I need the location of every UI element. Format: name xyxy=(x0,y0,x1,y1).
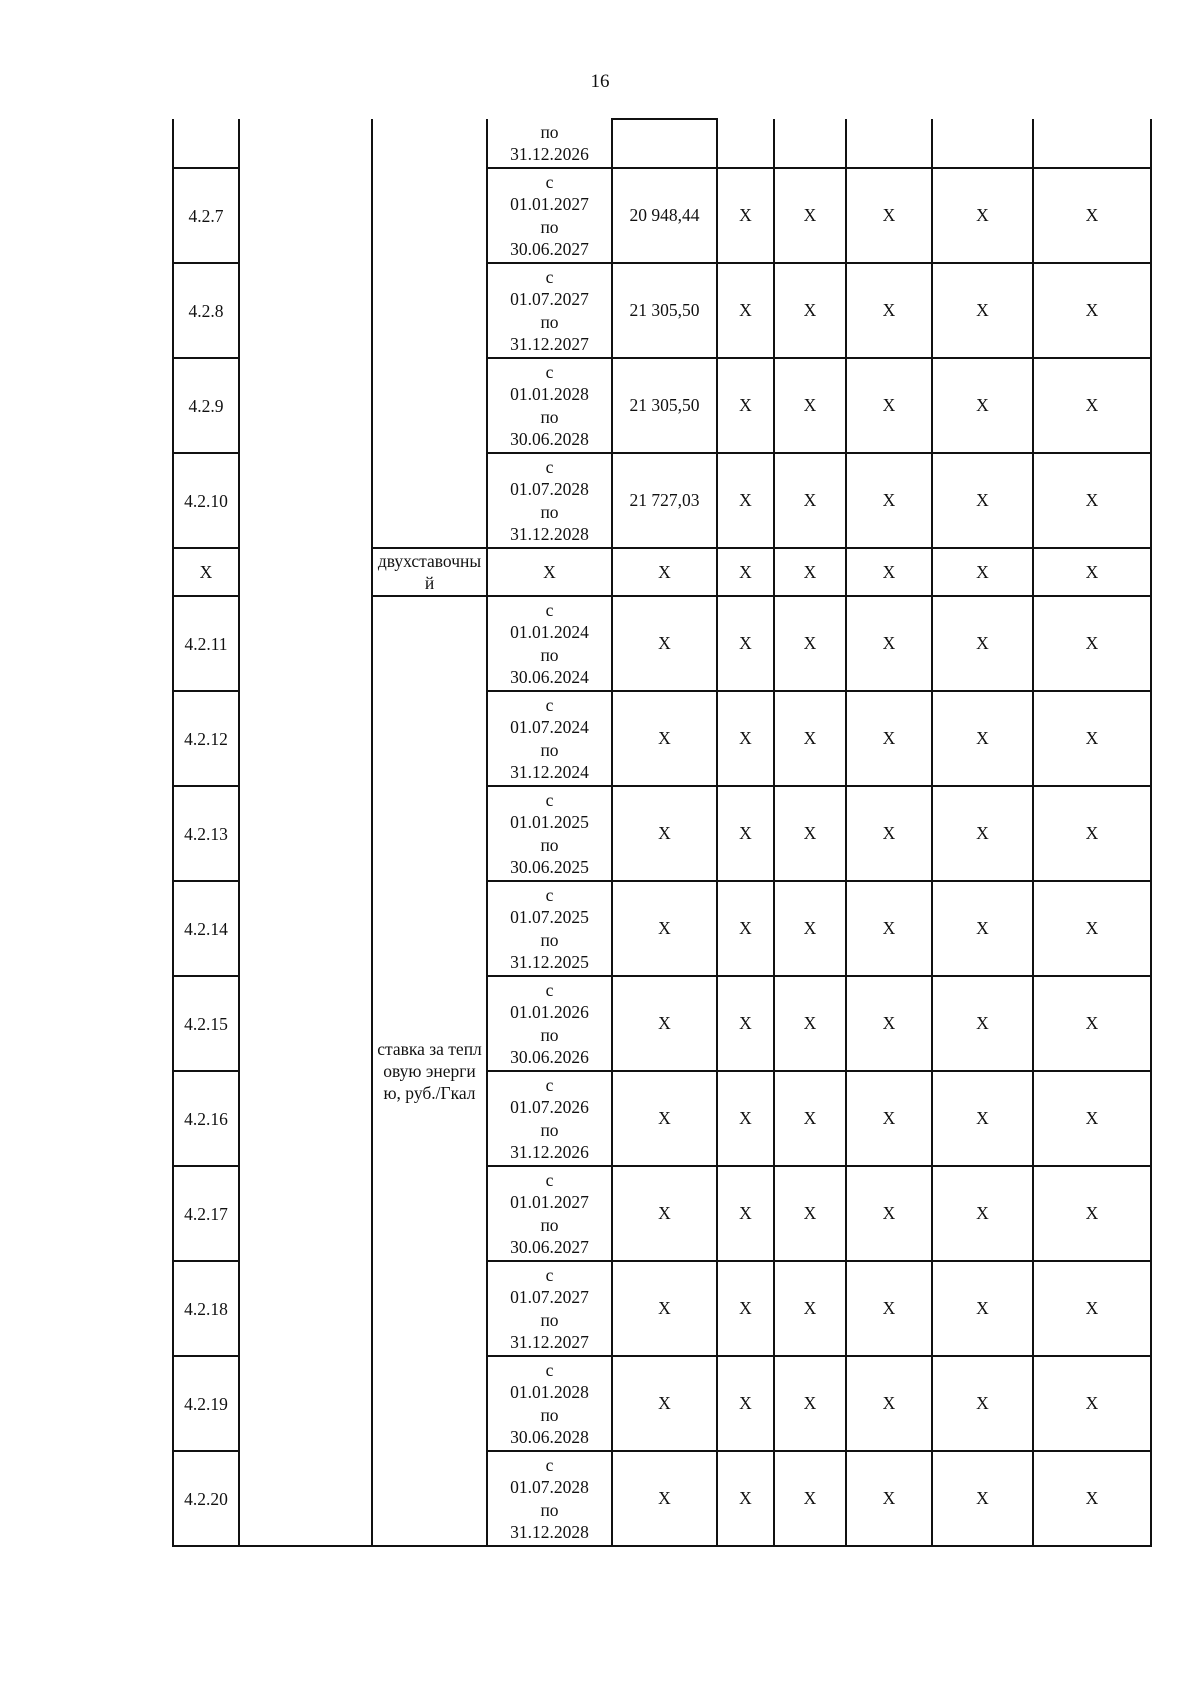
cell-period: Х xyxy=(487,548,612,596)
cell-x: Х xyxy=(846,548,932,596)
cell-x: Х xyxy=(932,358,1033,453)
cell-x: Х xyxy=(932,1356,1033,1451)
cell-period: с 01.01.2027 по 30.06.2027 xyxy=(487,1166,612,1261)
cell-period: с 01.01.2028 по 30.06.2028 xyxy=(487,358,612,453)
cell-x: Х xyxy=(1033,881,1151,976)
cell-x: Х xyxy=(717,263,774,358)
cell-x: Х xyxy=(1033,548,1151,596)
cell-x: Х xyxy=(846,596,932,691)
cell-x: Х xyxy=(774,358,846,453)
cell-value xyxy=(612,119,717,168)
cell-x: Х xyxy=(932,168,1033,263)
cell-num: 4.2.7 xyxy=(173,168,239,263)
cell-period: с 01.07.2026 по 31.12.2026 xyxy=(487,1071,612,1166)
cell-x xyxy=(932,119,1033,168)
cell-x: Х xyxy=(774,263,846,358)
cell-x: Х xyxy=(932,786,1033,881)
cell-x: Х xyxy=(1033,976,1151,1071)
cell-x: Х xyxy=(717,596,774,691)
cell-period: по 31.12.2026 xyxy=(487,119,612,168)
cell-x: Х xyxy=(717,881,774,976)
cell-x: Х xyxy=(1033,1071,1151,1166)
cell-x: Х xyxy=(774,1261,846,1356)
cell-num: 4.2.8 xyxy=(173,263,239,358)
cell-x: Х xyxy=(774,691,846,786)
cell-x xyxy=(717,119,774,168)
cell-period: с 01.07.2028 по 31.12.2028 xyxy=(487,1451,612,1546)
cell-x: Х xyxy=(932,263,1033,358)
cell-x: Х xyxy=(846,691,932,786)
cell-x xyxy=(1033,119,1151,168)
cell-tariff-kind xyxy=(372,119,487,548)
cell-period: с 01.07.2025 по 31.12.2025 xyxy=(487,881,612,976)
cell-x: Х xyxy=(774,1451,846,1546)
cell-x: Х xyxy=(1033,596,1151,691)
cell-period: с 01.07.2027 по 31.12.2027 xyxy=(487,263,612,358)
cell-x: Х xyxy=(846,358,932,453)
cell-x: Х xyxy=(932,596,1033,691)
cell-tariff-kind-two-part: двухставочный xyxy=(372,548,487,596)
cell-x: Х xyxy=(774,168,846,263)
cell-value: Х xyxy=(612,1451,717,1546)
cell-x: Х xyxy=(1033,263,1151,358)
cell-value: Х xyxy=(612,691,717,786)
cell-value: Х xyxy=(612,1071,717,1166)
cell-x xyxy=(846,119,932,168)
cell-value: Х xyxy=(612,1166,717,1261)
cell-x: Х xyxy=(846,1166,932,1261)
cell-x: Х xyxy=(932,1261,1033,1356)
cell-value: 20 948,44 xyxy=(612,168,717,263)
cell-num: 4.2.18 xyxy=(173,1261,239,1356)
cell-period: с 01.01.2025 по 30.06.2025 xyxy=(487,786,612,881)
cell-num: 4.2.12 xyxy=(173,691,239,786)
cell-x: Х xyxy=(1033,358,1151,453)
cell-x: Х xyxy=(717,1451,774,1546)
cell-value: 21 305,50 xyxy=(612,263,717,358)
cell-x: Х xyxy=(846,1356,932,1451)
cell-x: Х xyxy=(774,1166,846,1261)
cell-x: Х xyxy=(774,976,846,1071)
cell-x: Х xyxy=(717,1261,774,1356)
cell-value: Х xyxy=(612,786,717,881)
cell-x: Х xyxy=(717,358,774,453)
table-row-continued xyxy=(173,119,1151,168)
cell-x: Х xyxy=(774,881,846,976)
tariff-table xyxy=(172,118,1152,1547)
page-number: 16 xyxy=(590,71,610,92)
cell-num: 4.2.14 xyxy=(173,881,239,976)
cell-num: 4.2.16 xyxy=(173,1071,239,1166)
cell-num: 4.2.11 xyxy=(173,596,239,691)
cell-x: Х xyxy=(774,453,846,548)
cell-x: Х xyxy=(846,1261,932,1356)
cell-x: Х xyxy=(932,453,1033,548)
cell-x: Х xyxy=(932,691,1033,786)
cell-x xyxy=(774,119,846,168)
cell-x: Х xyxy=(846,1451,932,1546)
cell-num xyxy=(173,119,239,168)
cell-x: Х xyxy=(1033,453,1151,548)
cell-period: с 01.01.2027 по 30.06.2027 xyxy=(487,168,612,263)
cell-period: с 01.07.2024 по 31.12.2024 xyxy=(487,691,612,786)
cell-num: 4.2.19 xyxy=(173,1356,239,1451)
cell-num: Х xyxy=(173,548,239,596)
cell-x: Х xyxy=(717,548,774,596)
cell-period: с 01.07.2027 по 31.12.2027 xyxy=(487,1261,612,1356)
cell-x: Х xyxy=(774,548,846,596)
cell-x: Х xyxy=(846,786,932,881)
cell-value: Х xyxy=(612,1356,717,1451)
cell-x: Х xyxy=(846,976,932,1071)
cell-x: Х xyxy=(1033,1261,1151,1356)
cell-value: Х xyxy=(612,1261,717,1356)
cell-x: Х xyxy=(1033,168,1151,263)
cell-x: Х xyxy=(717,1356,774,1451)
cell-x: Х xyxy=(1033,691,1151,786)
cell-num: 4.2.17 xyxy=(173,1166,239,1261)
cell-x: Х xyxy=(932,1451,1033,1546)
cell-x: Х xyxy=(846,453,932,548)
cell-value: Х xyxy=(612,548,717,596)
cell-x: Х xyxy=(774,596,846,691)
cell-period: с 01.07.2028 по 31.12.2028 xyxy=(487,453,612,548)
cell-x: Х xyxy=(717,1071,774,1166)
cell-x: Х xyxy=(717,1166,774,1261)
cell-x: Х xyxy=(846,881,932,976)
cell-x: Х xyxy=(774,1071,846,1166)
cell-value: 21 305,50 xyxy=(612,358,717,453)
cell-x: Х xyxy=(717,168,774,263)
cell-num: 4.2.13 xyxy=(173,786,239,881)
cell-x: Х xyxy=(846,1071,932,1166)
cell-value: Х xyxy=(612,596,717,691)
cell-value: 21 727,03 xyxy=(612,453,717,548)
cell-x: Х xyxy=(846,263,932,358)
cell-x: Х xyxy=(774,786,846,881)
cell-rate-label: ставка за тепловую энергию, руб./Гкал xyxy=(372,596,487,1546)
cell-x: Х xyxy=(717,691,774,786)
cell-x: Х xyxy=(932,548,1033,596)
cell-period: с 01.01.2026 по 30.06.2026 xyxy=(487,976,612,1071)
cell-x: Х xyxy=(717,976,774,1071)
cell-num: 4.2.9 xyxy=(173,358,239,453)
cell-x: Х xyxy=(932,1166,1033,1261)
cell-period: с 01.01.2024 по 30.06.2024 xyxy=(487,596,612,691)
cell-x: Х xyxy=(1033,1356,1151,1451)
cell-x: Х xyxy=(717,786,774,881)
cell-num: 4.2.10 xyxy=(173,453,239,548)
cell-x: Х xyxy=(932,881,1033,976)
cell-x: Х xyxy=(1033,1166,1151,1261)
cell-period: с 01.01.2028 по 30.06.2028 xyxy=(487,1356,612,1451)
cell-x: Х xyxy=(932,976,1033,1071)
cell-x: Х xyxy=(1033,786,1151,881)
cell-x: Х xyxy=(774,1356,846,1451)
cell-value: Х xyxy=(612,881,717,976)
cell-consumer-group xyxy=(239,119,372,1546)
cell-num: 4.2.15 xyxy=(173,976,239,1071)
cell-num: 4.2.20 xyxy=(173,1451,239,1546)
cell-x: Х xyxy=(846,168,932,263)
cell-x: Х xyxy=(717,453,774,548)
cell-x: Х xyxy=(1033,1451,1151,1546)
cell-x: Х xyxy=(932,1071,1033,1166)
cell-value: Х xyxy=(612,976,717,1071)
